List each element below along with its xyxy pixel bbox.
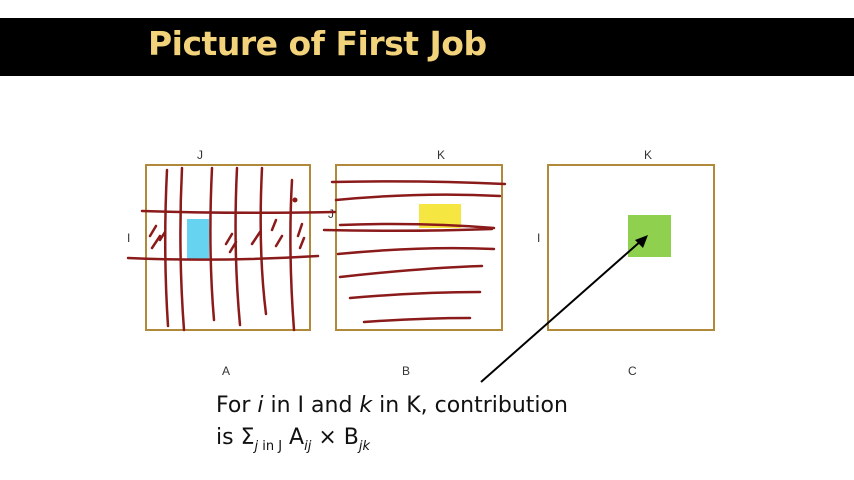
matrix-c-name: C — [628, 364, 637, 378]
pen-stroke — [324, 229, 492, 231]
pen-stroke — [142, 211, 335, 213]
pen-stroke — [236, 168, 240, 325]
arrow-line — [481, 240, 642, 382]
pen-stroke — [165, 170, 168, 326]
pen-stroke — [276, 236, 282, 246]
pen-stroke — [338, 248, 494, 254]
pen-stroke — [252, 232, 260, 244]
slide-title: Picture of First Job — [148, 24, 487, 63]
pen-stroke — [180, 168, 184, 330]
pen-stroke — [261, 168, 266, 314]
pen-stroke — [290, 180, 294, 330]
pen-stroke — [298, 224, 302, 236]
matrix-a-row-label: I — [127, 231, 131, 245]
matrix-b-col-label: K — [437, 148, 446, 162]
pen-stroke — [226, 234, 232, 244]
pen-dot — [293, 198, 298, 203]
caption-line-1: For i in I and k in K, contribution — [216, 393, 568, 418]
pen-stroke — [336, 195, 500, 200]
pen-stroke — [340, 224, 494, 228]
matrix-a-name: A — [222, 364, 231, 378]
pen-stroke — [300, 238, 304, 248]
pen-stroke — [364, 318, 470, 322]
caption-line-2: is $\Sigma_{j in J}$ $A_{ij} \times B_{jk}$ — [216, 425, 370, 454]
caption — [216, 390, 568, 463]
pen-stroke — [150, 226, 156, 236]
pen-stroke — [350, 292, 480, 298]
matrix-c-row-label: I — [537, 231, 541, 245]
pen-stroke — [340, 266, 482, 277]
matrix-b-row-label: J — [328, 207, 334, 221]
pen-stroke — [152, 236, 160, 248]
matrix-b-name: B — [402, 364, 411, 378]
arrow-head — [635, 235, 648, 248]
matrix-c-col-label: K — [644, 148, 653, 162]
matrix-a-col-label: J — [197, 148, 203, 162]
pen-stroke — [210, 168, 214, 320]
pen-stroke — [272, 220, 276, 230]
pen-stroke — [332, 181, 505, 184]
